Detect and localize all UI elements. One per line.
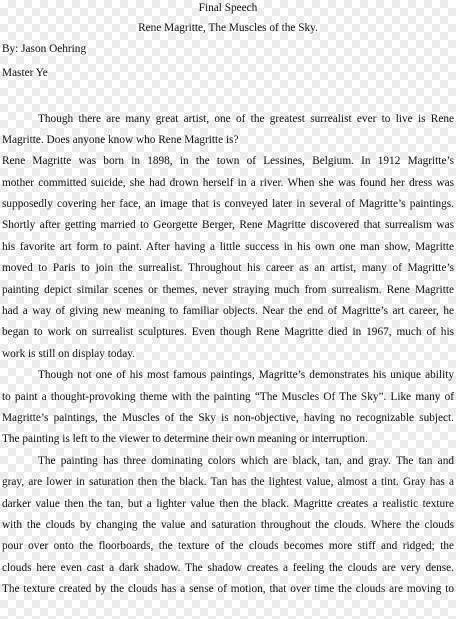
text-line: began to work on surrealist sculptures. Even though Rene Magritte died in 1967, much of his (2, 326, 454, 338)
text-line: The texture created by the clouds has a sense of motion, that over time the clouds are moving to (2, 583, 454, 595)
text-line: supposedly covering her face, an image that is conveyed later in several of Magritte’s paintings. (2, 198, 454, 210)
text-line: his favorite art form to paint. After having a little success in his own one man show, Magritte (2, 241, 454, 253)
text-line: Shortly after getting married to Georgette Berger, Rene Magritte discovered that surrealism was (2, 219, 454, 231)
document-title: Final Speech (198, 2, 258, 14)
byline: By: Jason Oehring (2, 43, 87, 55)
recipient: Master Ye (2, 67, 48, 79)
text-line: darker value then the tan, but a lighter value then the black. Magritte creates a realistic texture (2, 498, 454, 510)
text-line: with the clouds by changing the value and saturation throughout the clouds. Where the clouds (2, 519, 454, 531)
text-line: pour over onto the floorboards, the texture of the clouds becomes more stiff and ridged; the (2, 540, 454, 552)
text-line: Though not one of his most famous paintings, Magritte’s demonstrates his unique ability (38, 369, 454, 381)
text-line: The painting has three dominating colors which are black, tan, and gray. The tan and (38, 455, 454, 467)
text-line: The painting is left to the viewer to determine their own meaning or interruption. (2, 433, 368, 445)
text-line: to paint a thought-provoking theme with the painting “The Muscles Of The Sky”. Like many of (2, 391, 454, 403)
text-line: painting depict similar scenes or themes, never straying much from surrealism. Rene Magritte (2, 284, 454, 296)
document-subtitle: Rene Magritte, The Muscles of the Sky. (138, 22, 318, 34)
text-line: Rene Magritte was born in 1898, in the town of Lessines, Belgium. In 1912 Magritte’s (2, 155, 454, 167)
text-line: moved to Paris to join the surrealist. Throughout his career as an artist, many of Magritte’s (2, 262, 454, 274)
text-line: Magritte. Does anyone know who Rene Magritte is? (2, 134, 239, 146)
text-line: gray, are lower in saturation then the black. Tan has the lightest value, almost a tint. Gray has a (2, 476, 454, 488)
text-line: clouds here even cast a dark shadow. The shadow creates a feeling the clouds are very dense. (2, 562, 454, 574)
text-line: mother committed suicide, she had drown herself in a river. When she was found her dress was (2, 177, 454, 189)
text-line: had a way of giving new meaning to familiar objects. Near the end of Magritte’s art career, he (2, 305, 454, 317)
text-line: Magritte’s paintings, the Muscles of the Sky is non-objective, having no recognizable subject. (2, 412, 454, 424)
text-line: work is still on display today. (2, 348, 135, 360)
text-line: Though there are many great artist, one of the greatest surrealist ever to live is Rene (38, 113, 454, 125)
